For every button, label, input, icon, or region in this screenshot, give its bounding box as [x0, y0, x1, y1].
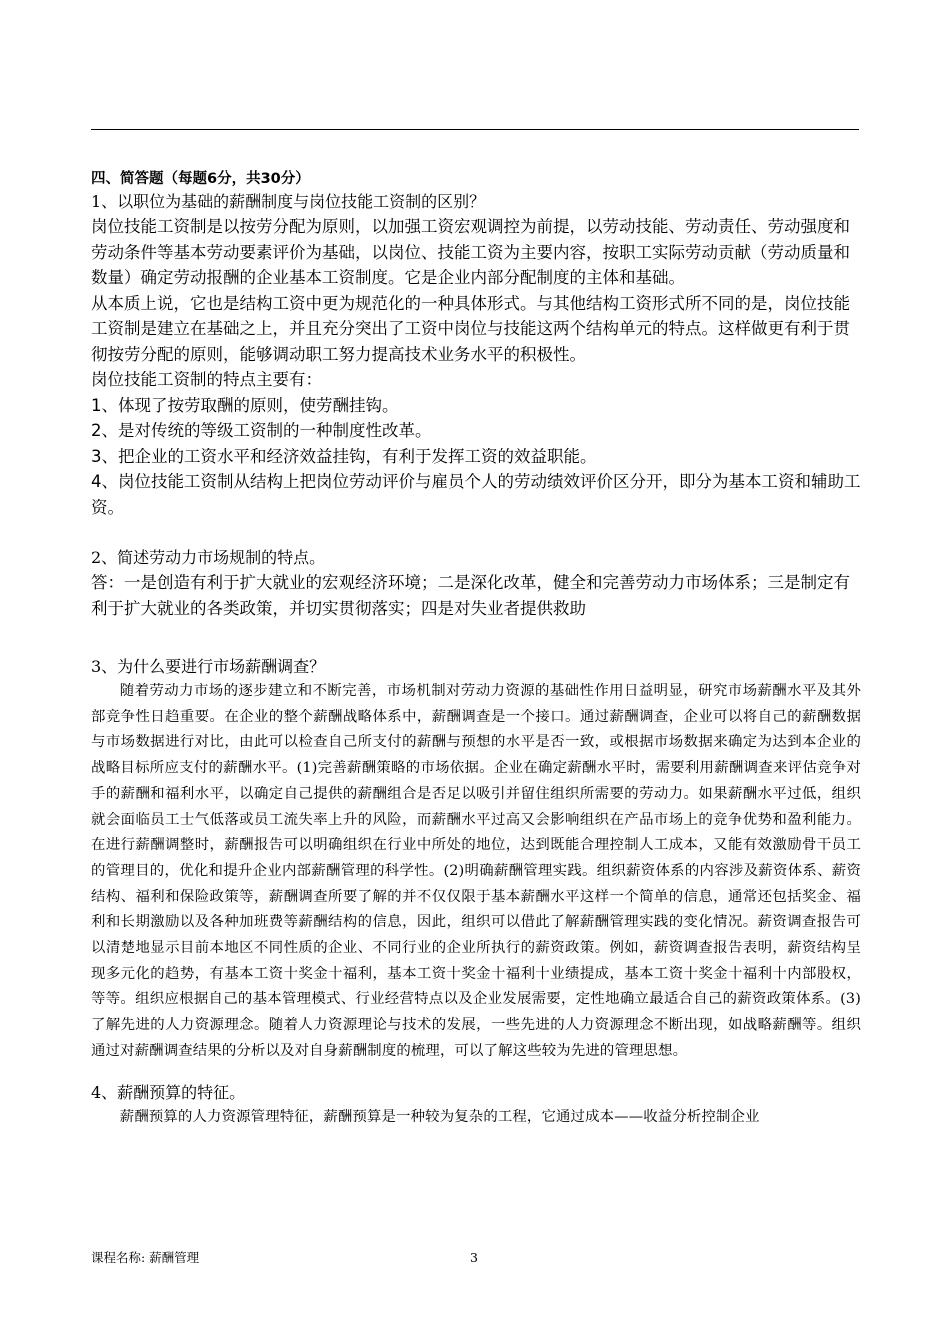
q1-feature-1: 1、体现了按劳取酬的原则，使劳酬挂钩。: [91, 395, 399, 415]
q2-answer: 答：一是创造有利于扩大就业的宏观经济环境；二是深化改革，健全和完善劳动力市场体系；三是制定有利于扩大就业的各类政策，并切实贯彻落实；四是对失业者提供救助: [91, 573, 850, 618]
q3-answer: 随着劳动力市场的逐步建立和不断完善，市场机制对劳动力资源的基础性作用日益明显，研究市场薪酬水平及其外部竞争性日趋重要。在企业的整个薪酬战略体系中，薪酬调查是一个接口。通过薪酬调查，企业可以将自己的薪酬数据与市场数据进行对比，由此可以检查自己所支付的薪酬与预想的水平是否一致，或根据市场数据来确定为达到本企业的战略目标所应支付的薪酬水平。(1)完善薪酬策略的市场依据。企业在确定薪酬水平时，需要利用薪酬调查来评估竞争对手的薪酬和福利水平，以确定自己提供的薪酬组合是否足以吸引并留住组织所需要的劳动力。如果薪酬水平过低，组织就会面临员工士气低落或员工流失率上升的风险，而薪酬水平过高又会影响组织在产品市场上的竞争优势和盈利能力。在进行薪酬调整时，薪酬报告可以明确组织在行业中所处的地位，达到既能合理控制人工成本，又能有效激励骨干员工的管理目的，优化和提升企业内部薪酬管理的科学性。(2)明确薪酬管理实践。组织薪资体系的内容涉及薪资体系、薪资结构、福利和保险政策等，薪酬调查所要了解的并不仅仅限于基本薪酬水平这样一个简单的信息，通常还包括奖金、福利和长期激励以及各种加班费等薪酬结构的信息，因此，组织可以借此了解薪酬管理实践的变化情况。薪资调查报告可以清楚地显示目前本地区不同性质的企业、不同行业的企业所执行的薪资政策。例如，薪资调查报告表明，薪资结构呈现多元化的趋势，有基本工资十奖金十福利，基本工资十奖金十福利十业绩提成，基本工资十奖金十福利十内部股权，等等。组织应根据自己的基本管理模式、行业经营特点以及企业发展需要，定性地确立最适合自己的薪资政策体系。(3)了解先进的人力资源理念。随着人力资源理论与技术的发展，一些先进的人力资源理念不断出现，如战略薪酬等。组织通过对薪酬调查结果的分析以及对自身薪酬制度的梳理，可以了解这些较为先进的管理思想。: [91, 683, 861, 1059]
header-rule: [91, 129, 859, 130]
question-4: 4、薪酬预算的特征。: [91, 1082, 246, 1102]
q1-paragraph-1: 岗位技能工资制是以按劳分配为原则，以加强工资宏观调控为前提，以劳动技能、劳动责任、劳动强度和劳动条件等基本劳动要素评价为基础，以岗位、技能工资为主要内容，按职工实际劳动贡献（劳动质量和数量）确定劳动报酬的企业基本工资制度。它是企业内部分配制度的主体和基础。: [91, 217, 850, 287]
section-heading: 四、简答题（每题6分，共30分）: [91, 171, 310, 187]
q1-features-intro: 岗位技能工资制的特点主要有：: [91, 370, 322, 389]
footer-course-name: 课程名称: 薪酬管理: [91, 1250, 200, 1265]
footer-page-number: 3: [470, 1250, 478, 1265]
document-body: [91, 168, 861, 1130]
question-2: 2、简述劳动力市场规制的特点。: [91, 548, 326, 567]
q1-paragraph-2: 从本质上说，它也是结构工资中更为规范化的一种具体形式。与其他结构工资形式所不同的是，岗位技能工资制是建立在基础之上，并且充分突出了工资中岗位与技能这两个结构单元的特点。这样做更有利于贯彻按劳分配的原则，能够调动职工努力提高技术业务水平的积极性。: [91, 293, 850, 364]
question-3: 3、为什么要进行市场薪酬调查？: [91, 657, 326, 676]
question-1: 1、以职位为基础的薪酬制度与岗位技能工资制的区别？: [91, 192, 486, 211]
q1-feature-4: 4、岗位技能工资制从结构上把岗位劳动评价与雇员个人的劳动绩效评价区分开，即分为基本工资和辅助工资。: [91, 472, 861, 517]
q1-feature-2: 2、是对传统的等级工资制的一种制度性改革。: [91, 421, 432, 440]
q4-answer: 薪酬预算的人力资源管理特征，薪酬预算是一种较为复杂的工程，它通过成本——收益分析控制企业: [119, 1108, 760, 1125]
q1-feature-3: 3、把企业的工资水平和经济效益挂钩，有利于发挥工资的效益职能。: [91, 446, 597, 466]
